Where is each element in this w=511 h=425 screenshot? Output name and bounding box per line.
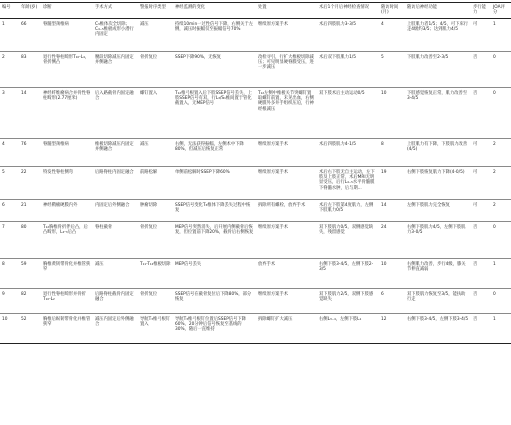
table-cell: MEP信号突然消失，后开展内侧截骨后恢复，但位置前下降20%，截骨后右侧恢复	[175, 224, 254, 236]
column-header: 警报时序类型	[138, 3, 173, 19]
table-cell: T₁₂左侧中椎板关节突螺钉置取螺钉前置，未见出血，右侧硬膜外多井手组织压迫，行神经根减压	[258, 90, 314, 112]
table-cell: 8	[2, 261, 5, 267]
table-cell: 否	[473, 54, 478, 60]
table-cell: 右侧肌力改善，步行4级，膝关节伸直减弱	[407, 261, 466, 273]
table-cell: 双下肢肌力恢复至3/5，能扶助行走	[407, 291, 466, 303]
table-cell: 否	[473, 224, 478, 230]
table-cell: SSEP信号在截骨复位后下降80%，部分恢复	[175, 291, 252, 303]
table-row	[0, 88, 511, 139]
table-cell: 19	[381, 169, 387, 175]
table-cell: 右侧，无法获得振幅，左侧术中下降80%，但减压后恢复正常	[175, 141, 244, 153]
surgical-case-table	[0, 2, 511, 344]
table-cell: 继续原方案手术	[258, 141, 289, 147]
table-row	[0, 314, 511, 344]
table-cell: 5	[381, 54, 384, 60]
table-cell: 52	[21, 316, 27, 322]
table-cell: 可	[473, 202, 478, 208]
table-cell: 右侧下肢3-4/5，左侧下肢2-3/5	[319, 261, 374, 273]
column-header: 编号	[0, 3, 19, 19]
table-cell: 特发性脊柱侧弯	[43, 169, 74, 175]
table-cell: 右侧下肢恢复肌力下降(4-0/5)	[407, 169, 465, 175]
table-cell: 80	[21, 224, 27, 230]
table-cell: 术后四肢肌力3-3/5	[319, 21, 356, 27]
table-cell: 4	[381, 21, 384, 27]
table-cell: 66	[21, 21, 27, 27]
table-cell: 2	[493, 141, 496, 147]
header-row	[0, 3, 511, 19]
table-row	[0, 139, 511, 167]
table-cell: 导航T₃椎弓根钉位置后SSEP信号下降60%，20分钟后信号恢复至基线的30%，随后一直维持	[175, 316, 246, 333]
table-cell: 后路脊柱内固定融合	[95, 169, 134, 175]
table-cell: 神经纤维瘤病合并骨性脊柱畸形(2.77厘米)	[43, 90, 91, 102]
table-cell: 术后左下肢第4度肌力，左侧下肢肌力0/5	[319, 202, 374, 214]
table-cell: 胸椎后纵韧带骨化并椎管狭窄	[43, 316, 91, 328]
table-cell: 术后双下肢肌力1/5	[319, 54, 356, 60]
table-cell: 0	[493, 291, 496, 297]
table-cell: 减压	[140, 141, 149, 147]
table-cell: 下肢肌力改善至2-3/5	[407, 54, 449, 60]
table-cell: 肿瘤切除	[140, 202, 158, 208]
table-cell: 2	[493, 169, 496, 175]
table-cell: 脊髓型颈椎病	[43, 141, 69, 147]
table-cell: 0	[493, 90, 496, 96]
table-cell: 左侧下肢肌力完全恢复	[407, 202, 450, 208]
column-header: 年龄(岁)	[19, 3, 41, 19]
table-row	[0, 289, 511, 314]
column-header: 处置	[256, 3, 317, 19]
table-row	[0, 167, 511, 200]
table-cell: 导航T₃椎弓根钉置入	[140, 316, 171, 328]
table-cell: 21	[21, 202, 27, 208]
table-cell: T₁₁-T₁₂椎板切除	[140, 261, 171, 267]
table-cell: 可	[473, 169, 478, 175]
table-cell: 双下肢肌力2/5，双侧下肢感觉缺失	[319, 291, 374, 303]
table-cell: 59	[21, 261, 27, 267]
table-cell: 否	[473, 261, 478, 267]
column-header: 诊断	[41, 3, 93, 19]
column-header: 随访时间(月)	[379, 3, 405, 19]
table-cell: 拆除螺钉扩大减压	[258, 316, 293, 322]
column-header: JOA评分	[491, 3, 511, 19]
table-cell: 脊柱截骨	[95, 224, 113, 230]
column-header: 随访后神经功能	[405, 3, 471, 19]
table-cell: 减压内固定后外侧融合	[95, 316, 134, 328]
table-row	[0, 200, 511, 222]
table-cell: 上肢肌力有下降，下肢肌力改善(4/5)	[407, 141, 468, 153]
table-cell: 单侧前松解时SSEP下降60%	[175, 169, 230, 175]
table-cell: T₁₂椎弓根置入后下肢SSEP信号丢失，上肢SSEP信号有双，行L₃/S₁椎间置于管化截置入，无MEP信号	[175, 90, 252, 107]
table-row	[0, 222, 511, 259]
table-cell: 83	[21, 54, 27, 60]
table-cell: 10	[381, 261, 387, 267]
column-header: 术后1个月后神经检查情况	[317, 3, 379, 19]
table-cell: SSEP信号变化T₆椎体下降丢失过程中恢复	[175, 202, 251, 214]
table-cell: 继续原方案手术	[258, 21, 289, 27]
table-cell: 术后四肢肌力4-1/5	[319, 141, 356, 147]
table-cell: 0	[493, 224, 496, 230]
table-cell: 持续10min一过性信号下降，右侧关于左侧，减压时振幅仅至振幅信号70%	[175, 21, 254, 33]
table-cell: 拆除所有螺栓，放弃手术	[258, 202, 306, 208]
table-cell: 继续原方案手术	[258, 224, 289, 230]
table-cell: 12	[381, 316, 387, 322]
table-cell: 2	[2, 54, 5, 60]
column-header: 步行能力	[471, 3, 491, 19]
table-cell: 5	[2, 169, 5, 175]
table-cell: 可	[473, 21, 478, 27]
table-cell: 右侧L₃₋₄，左侧下肢L₁	[319, 316, 362, 322]
table-cell: 8	[381, 141, 384, 147]
table-row	[0, 52, 511, 88]
table-cell: 7	[2, 224, 5, 230]
table-cell: MEP信号丢失	[175, 261, 202, 267]
table-cell: 82	[21, 291, 27, 297]
table-cell: 6	[381, 291, 384, 297]
table-cell: 螺钉置入	[140, 90, 158, 96]
table-cell: 1	[493, 261, 496, 267]
table-row	[0, 19, 511, 52]
table-cell: 76	[21, 141, 27, 147]
table-cell: 0	[493, 54, 496, 60]
table-cell: 放弃手术	[258, 261, 276, 267]
table-cell: 14	[381, 202, 387, 208]
table-cell: 退行性脊柱畸形并骨折T₁₀-L₂	[43, 291, 86, 303]
table-body	[0, 19, 511, 344]
table-header	[0, 3, 511, 19]
table-cell: 减压	[140, 21, 149, 27]
table-cell: 14	[21, 90, 27, 96]
table-cell: 10	[2, 316, 8, 322]
table-cell: SSEP下降90%，无恢复	[175, 54, 222, 60]
table-cell: 2	[493, 202, 496, 208]
table-cell: 10	[381, 90, 387, 96]
table-cell: 上肢肌力者1/5；4/5，可下床行走4级约3/5；达到肌力4/5	[407, 21, 469, 33]
table-cell: 术后右下肢无自主运动，左下肢及上肢正常，术后MRI无明显受压，后行L₄₋₅水平骨髓膜下脊髓水肿，后与期...	[319, 169, 375, 191]
table-cell: 脊髓型颈椎病	[43, 21, 69, 27]
table-cell: 否	[473, 316, 478, 322]
table-cell: 下肢感觉恢复正常，肌力改善至3-4/5	[407, 90, 468, 102]
table-cell: 内固定后外侧融合	[95, 202, 130, 208]
table-cell: 骨折复位	[140, 291, 158, 297]
table-cell: 退行性脊柱畸形T₁₀-L₄，骨折侧凸	[43, 54, 90, 66]
table-cell: 改检寻引，行扩大椎板切除减压；可见明显硬脊膜受压，进一步减压	[258, 54, 314, 71]
table-cell: 椎板切除减压内固定并侧融合	[95, 141, 134, 153]
table-cell: 骨折复位	[140, 54, 158, 60]
table-cell: 右侧下肢肌力4/5，左侧下肢肌力3-0/5	[407, 224, 466, 236]
table-cell: 继续原方案手术	[258, 291, 289, 297]
table-cell: 3	[2, 90, 5, 96]
column-header: 神经监测的变化	[173, 3, 256, 19]
table-cell: 4	[2, 141, 5, 147]
table-cell: 后入路截骨内固定融合	[95, 90, 134, 102]
table-cell: 1	[493, 21, 496, 27]
table-cell: 双下肢肌力0/5，双侧感觉缺失，残留感觉	[319, 224, 374, 236]
table-cell: 24	[381, 224, 387, 230]
table-cell: 前路松解	[140, 169, 158, 175]
table-cell: 腰段切除减压内固定并侧融合	[95, 54, 134, 66]
table-cell: 可	[473, 141, 478, 147]
table-cell: 后路脊柱截骨内固定融合	[95, 291, 134, 303]
table-cell: 双下肢术后主动运动0/5	[319, 90, 365, 96]
table-cell: 否	[473, 90, 478, 96]
table-cell: 6	[2, 202, 5, 208]
table-cell: 胸椎黄韧带骨化并椎管狭窄	[43, 261, 91, 273]
table-cell: 继续原方案手术	[258, 169, 289, 175]
table-cell: 9	[2, 291, 5, 297]
table-cell: T₁₂胸椎骨折伴后凸，后凸畸形，L₂-₃后凸	[43, 224, 88, 236]
table-cell: 神经鞘瘤硬膜内外	[43, 202, 78, 208]
table-cell: 否	[473, 291, 478, 297]
table-cell: 减压	[95, 261, 104, 267]
table-cell: 骨折复位	[140, 224, 158, 230]
table-cell: 1	[493, 316, 496, 322]
table-cell: C₃椎体次全切除；C₄₋₅椎板成形小潜行内固定	[95, 21, 134, 38]
table-cell: 1	[2, 21, 5, 27]
table-cell: 22	[21, 169, 27, 175]
table-row	[0, 259, 511, 289]
table-cell: 右侧下肢3-4/5，左侧下肢3-4/5	[407, 316, 469, 322]
column-header: 手术方式	[93, 3, 138, 19]
